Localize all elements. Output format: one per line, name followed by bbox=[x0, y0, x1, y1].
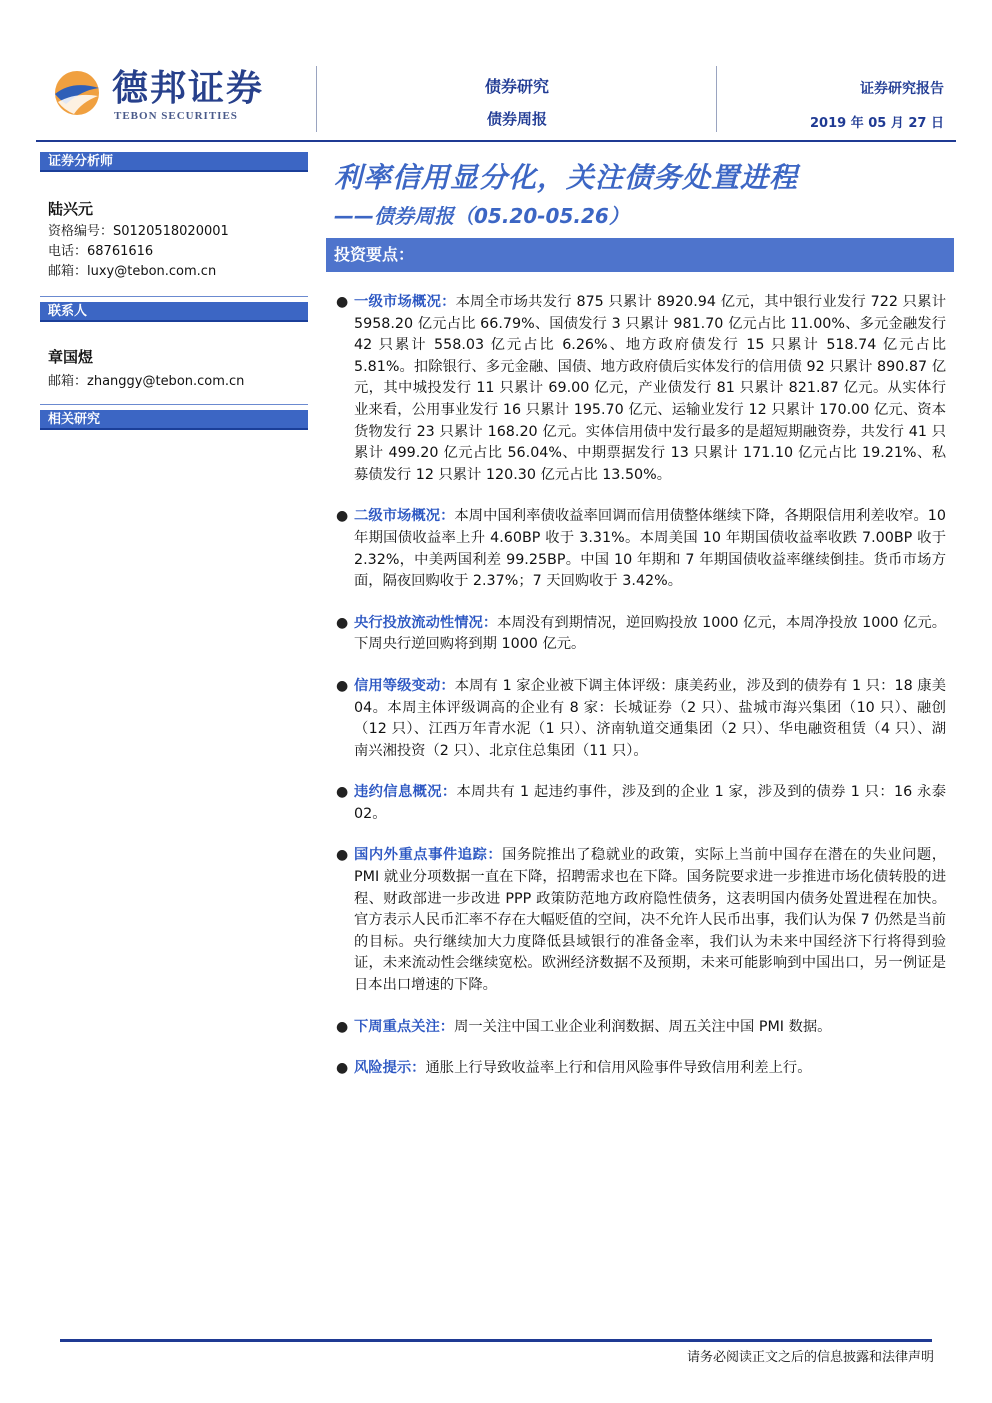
list-item bbox=[334, 506, 946, 592]
bullet-icon: ● bbox=[336, 1018, 349, 1035]
analyst-email[interactable]: 邮箱：luxy@tebon.com.cn bbox=[48, 264, 217, 279]
item-text: 本周有 1 家企业被下调主体评级：康美药业，涉及到的债券有 1 只：18 康美 04。本周主体评级调高的企业有 8 家：长城证券（2 只）、盐城市海兴集团（10 只）、融创（12 只）、江西万年青水泥（1 只）、济南轨道交通集团（2 只）、华电融资租赁（4 只）、湖南兴湘投资（2 只）、北京住总集团（11 只）。 bbox=[354, 677, 946, 759]
list-item bbox=[334, 292, 946, 486]
sidebar-separator bbox=[40, 296, 308, 297]
report-date: 2019 年 05 月 27 日 bbox=[810, 116, 944, 131]
analyst-heading: 证券分析师 bbox=[40, 152, 308, 172]
item-label: 二级市场概况： bbox=[354, 508, 455, 525]
item-text: 本周全市场共发行 875 只累计 8920.94 亿元，其中银行业发行 722 只累计 5958.20 亿元占比 66.79%、国债发行 3 只累计 981.70 亿元占比 11.00%、多元金融发行 42 只累计 558.03 亿元占比 6.26%、地方政府债发行 15 只累计 518.74 亿元占比 5.81%。扣除银行、多元金融、国债、地方政府债后实体发行的信用债 92 只累计 890.87 亿元，其中城投发行 11 只累计 69.00 亿元，产业债发行 81 只累计 821.87 亿元。从实体行业来看，公用事业发行 16 只累计 195.70 亿元、运输业发行 12 只累计 170.00 亿元、资本货物发行 23 只累计 168.20 亿元。实体信用债中发行最多的是超短期融资券，共发行 41 只累计 499.20 亿元占比 56.04%、中期票据发行 13 只累计 171.10 亿元占比 19.21%、私募债发行 12 只累计 120.30 亿元占比 13.50%。 bbox=[354, 294, 947, 483]
bullet-icon: ● bbox=[336, 1060, 349, 1077]
page-subtitle: ——债券周报（05.20-05.26） bbox=[334, 204, 629, 228]
list-item bbox=[334, 845, 946, 996]
key-points-list bbox=[334, 292, 946, 1100]
analyst-cert: 资格编号：S0120518020001 bbox=[48, 224, 229, 239]
item-text: 本周共有 1 起违约事件，涉及到的企业 1 家，涉及到的债券 1 只：16 永泰 02。 bbox=[354, 784, 947, 822]
list-item bbox=[334, 782, 946, 825]
bullet-icon: ● bbox=[336, 294, 349, 310]
item-label: 一级市场概况： bbox=[354, 294, 456, 310]
related-research-heading: 相关研究 bbox=[40, 410, 308, 430]
contact-heading: 联系人 bbox=[40, 302, 308, 322]
analyst-name: 陆兴元 bbox=[48, 200, 94, 218]
bullet-icon: ● bbox=[336, 847, 349, 864]
item-label: 国内外重点事件追踪： bbox=[354, 847, 503, 864]
list-item bbox=[334, 676, 946, 762]
header-subcategory: 债券周报 bbox=[486, 110, 547, 128]
item-label: 风险提示： bbox=[354, 1060, 426, 1077]
item-text: 国务院推出了稳就业的政策，实际上当前中国存在潜在的失业问题，PMI 就业分项数据一直在下降，招聘需求也在下降。国务院要求进一步推进市场化债转股的进程、财政部进一步改进 PPP 政策防范地方政府隐性债务，这表明国内债务处置进程在加快。官方表示人民币汇率不存在大幅贬值的空间，决不允许人民币出事，我们认为保 7 仍然是当前的目标。央行继续加大力度降低县域银行的准备金率，我们认为未来中国经济下行将得到验证，未来流动性会继续宽松。欧洲经济数据不及预期，未来可能影响到中国出口，另一例证是日本出口增速的下降。 bbox=[354, 847, 947, 994]
logo-text-en: TEBON SECURITIES bbox=[114, 110, 238, 122]
footer-disclaimer: 请务必阅读正文之后的信息披露和法律声明 bbox=[686, 1350, 934, 1365]
item-text: 通胀上行导致收益率上行和信用风险事件导致信用利差上行。 bbox=[425, 1060, 812, 1077]
sidebar-separator bbox=[40, 404, 308, 405]
header-divider-right bbox=[716, 66, 717, 132]
header-rule bbox=[36, 140, 956, 142]
footer-rule bbox=[60, 1339, 932, 1342]
item-text: 周一关注中国工业企业利润数据、周五关注中国 PMI 数据。 bbox=[454, 1018, 832, 1035]
contact-name: 章国煜 bbox=[48, 348, 94, 366]
bullet-icon: ● bbox=[336, 784, 349, 801]
header-divider-left bbox=[316, 66, 317, 132]
logo-icon bbox=[52, 70, 102, 116]
item-text: 本周中国利率债收益率回调而信用债整体继续下降，各期限信用利差收窄。10 年期国债收益率上升 4.60BP 收于 3.31%。本周美国 10 年期国债收益率收跌 7.00BP 收于 2.32%，中美两国利差 99.25BP。中国 10 年期和 7 年期国债收益率继续倒挂。货币市场方面，隔夜回购收于 2.37%；7 天回购收于 3.42%。 bbox=[354, 508, 946, 590]
header-category: 债券研究 bbox=[484, 77, 549, 96]
item-label: 违约信息概况： bbox=[354, 784, 457, 801]
bullet-icon: ● bbox=[336, 677, 349, 694]
contact-email[interactable]: 邮箱：zhanggy@tebon.com.cn bbox=[48, 374, 245, 389]
item-label: 下周重点关注： bbox=[354, 1018, 455, 1035]
report-type: 证券研究报告 bbox=[860, 81, 944, 97]
item-label: 央行投放流动性情况： bbox=[354, 614, 498, 631]
list-item bbox=[334, 1017, 946, 1039]
analyst-phone: 电话：68761616 bbox=[48, 244, 154, 259]
bullet-icon: ● bbox=[336, 614, 349, 631]
section-heading: 投资要点： bbox=[326, 238, 954, 272]
page-title: 利率信用显分化，关注债务处置进程 bbox=[334, 161, 799, 194]
bullet-icon: ● bbox=[336, 508, 349, 525]
item-label: 信用等级变动： bbox=[354, 677, 455, 694]
logo-text-cn: 德邦证券 bbox=[112, 67, 265, 109]
list-item bbox=[334, 1058, 946, 1080]
item-text: 本周没有到期情况，逆回购投放 1000 亿元，本周净投放 1000 亿元。下周央行逆回购将到期 1000 亿元。 bbox=[354, 614, 946, 653]
list-item bbox=[334, 613, 946, 656]
